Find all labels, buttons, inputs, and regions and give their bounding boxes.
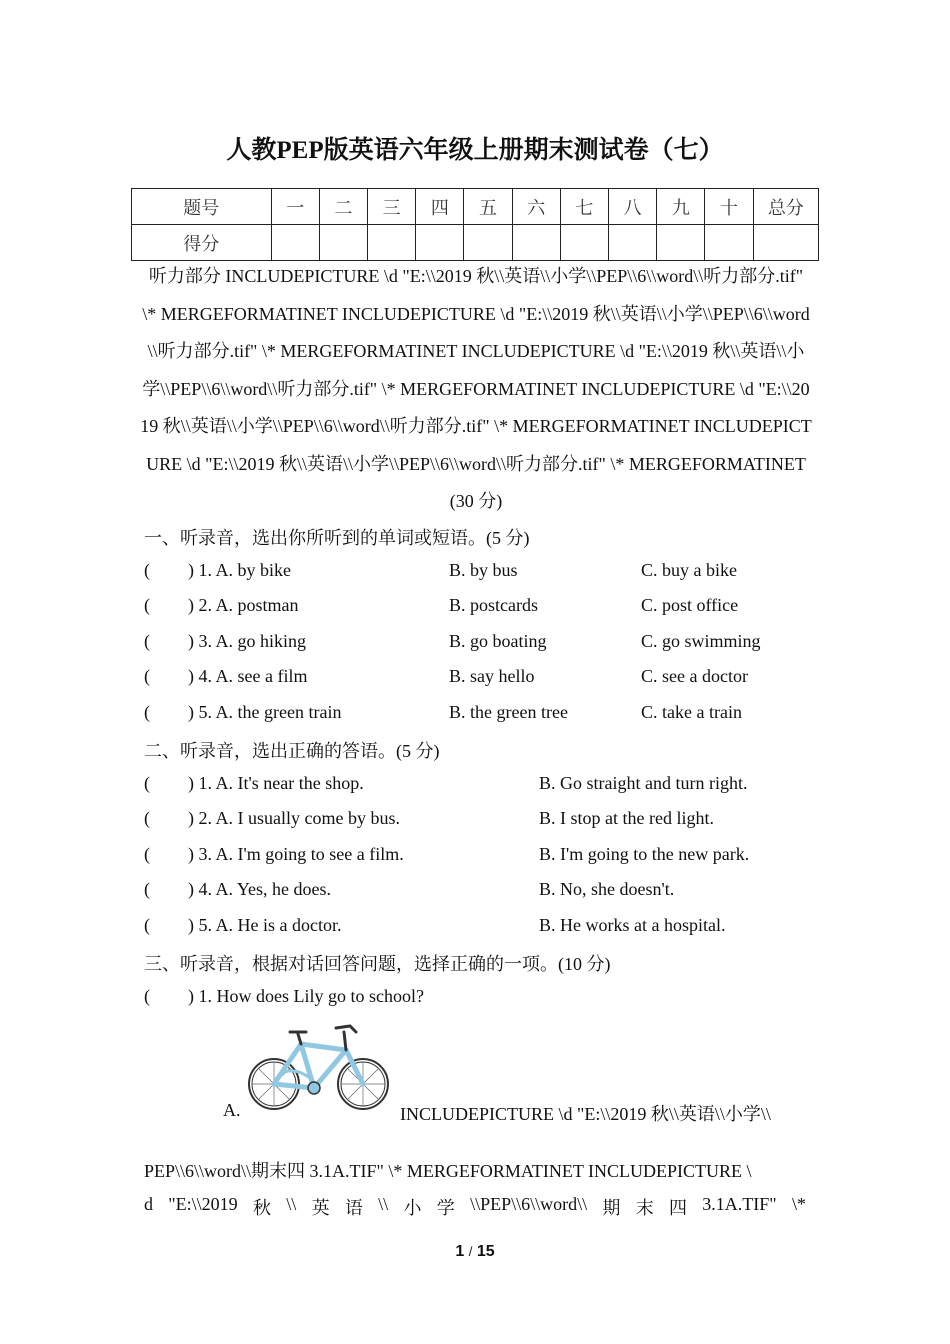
question-stem: ) 2. A. I usually come by bus. (188, 808, 400, 828)
header-cell: 二 (319, 189, 367, 225)
answer-paren[interactable]: ( (144, 915, 150, 935)
score-cell[interactable] (657, 225, 705, 261)
s2-question (144, 915, 341, 936)
question-stem: ) 3. A. go hiking (188, 631, 307, 651)
answer-paren[interactable]: ( (144, 986, 150, 1006)
header-cell: 十 (705, 189, 753, 225)
score-cell[interactable] (705, 225, 753, 261)
option-c: C. post office (641, 595, 739, 615)
s2-question (144, 879, 331, 900)
current-page: 1 (455, 1243, 465, 1260)
option-b: B. say hello (449, 666, 535, 686)
answer-paren[interactable]: ( (144, 595, 150, 615)
score-cell[interactable] (416, 225, 464, 261)
s1-question (144, 560, 291, 581)
include-token: 3.1A.TIF" (702, 1194, 777, 1214)
option-b: B. the green tree (449, 702, 568, 722)
option-b: B. No, she doesn't. (539, 879, 675, 899)
option-c: C. buy a bike (641, 560, 737, 580)
option-c: C. take a train (641, 702, 742, 722)
question-stem: ) 4. A. Yes, he does. (188, 879, 332, 899)
question-stem: ) 1. How does Lily go to school? (188, 986, 424, 1006)
include-token: 四 (668, 1198, 687, 1218)
question-stem: ) 3. A. I'm going to see a film. (188, 844, 404, 864)
answer-paren[interactable]: ( (144, 702, 150, 722)
section-1-title: 一、听录音，选出你所听到的单词或短语。(5 分) (144, 528, 530, 548)
page-number (0, 1243, 950, 1261)
include-field-line: PEP\\6\\word\\期末四 3.1A.TIF" \* MERGEFORMATINET INCLUDEPICTURE \ (144, 1161, 752, 1181)
s1-question (144, 595, 299, 616)
score-cell[interactable] (512, 225, 560, 261)
question-stem: ) 4. A. see a film (188, 666, 308, 686)
question-stem: ) 1. A. by bike (188, 560, 291, 580)
header-cell: 八 (609, 189, 657, 225)
s1-question (144, 666, 307, 687)
score-cell[interactable] (560, 225, 608, 261)
question-stem: ) 1. A. It's near the shop. (188, 773, 364, 793)
header-cell: 四 (416, 189, 464, 225)
header-cell: 九 (657, 189, 705, 225)
answer-paren[interactable]: ( (144, 844, 150, 864)
score-cell[interactable] (464, 225, 512, 261)
score-table (131, 188, 819, 261)
option-b: B. He works at a hospital. (539, 915, 726, 935)
score-cell[interactable] (319, 225, 367, 261)
header-cell: 题号 (132, 189, 272, 225)
score-table-score-row (132, 225, 819, 261)
include-token: \* (791, 1194, 806, 1214)
answer-paren[interactable]: ( (144, 879, 150, 899)
page-separator: / (468, 1244, 473, 1259)
include-token: 小 (403, 1198, 422, 1218)
header-cell: 七 (560, 189, 608, 225)
option-b: B. postcards (449, 595, 538, 615)
score-cell[interactable] (609, 225, 657, 261)
s3-question (144, 986, 424, 1007)
s2-question (144, 808, 400, 829)
answer-paren[interactable]: ( (144, 631, 150, 651)
include-token: \\PEP\\6\\word\\ (470, 1194, 588, 1214)
option-b: B. go boating (449, 631, 547, 651)
s1-question (144, 631, 306, 652)
include-token: d (144, 1194, 153, 1214)
header-cell: 六 (512, 189, 560, 225)
question-stem: ) 5. A. He is a doctor. (188, 915, 342, 935)
s2-question (144, 844, 404, 865)
answer-paren[interactable]: ( (144, 666, 150, 686)
answer-paren[interactable]: ( (144, 773, 150, 793)
include-token: 学 (436, 1198, 455, 1218)
total-pages: 15 (476, 1243, 495, 1260)
answer-paren[interactable]: ( (144, 808, 150, 828)
include-field-line: INCLUDEPICTURE \d "E:\\2019 秋\\英语\\小学\\ (400, 1104, 771, 1124)
question-stem: ) 5. A. the green train (188, 702, 342, 722)
question-stem: ) 2. A. postman (188, 595, 299, 615)
include-token: 末 (635, 1198, 654, 1218)
score-table-header-row (132, 189, 819, 225)
include-token: \\ (378, 1194, 389, 1214)
option-a-label: A. (223, 1100, 241, 1120)
option-c: C. go swimming (641, 631, 761, 651)
include-token: 秋 (252, 1198, 271, 1218)
include-token: 英 (311, 1198, 330, 1218)
option-b: B. I stop at the red light. (539, 808, 714, 828)
score-cell[interactable] (271, 225, 319, 261)
header-cell: 三 (368, 189, 416, 225)
include-field-line (144, 1194, 806, 1220)
header-cell: 五 (464, 189, 512, 225)
section-2-title: 二、听录音，选出正确的答语。(5 分) (144, 741, 440, 761)
s1-question (144, 702, 341, 723)
include-token: 语 (344, 1198, 363, 1218)
option-c: C. see a doctor (641, 666, 748, 686)
include-token: 期 (602, 1198, 621, 1218)
section-3-title: 三、听录音，根据对话回答问题，选择正确的一项。(10 分) (144, 954, 611, 974)
header-cell: 一 (271, 189, 319, 225)
header-cell: 总分 (753, 189, 818, 225)
s2-question (144, 773, 364, 794)
option-b: B. Go straight and turn right. (539, 773, 748, 793)
score-cell[interactable] (368, 225, 416, 261)
listening-heading: 听力部分 INCLUDEPICTURE \d "E:\\2019 秋\\英语\\小学\\PEP\\6\\word\\听力部分.tif" \* MERGEFORMATINET INCLUDEPICTURE \d "E:\\2019 秋\\英语\\小学\\PEP\\6\\word\\听力部分.tif" \* MERGEFORMATINET INCLUDEPICTURE \d "E:\\2019 秋\\英语\\小学\\PEP\\6\\word\\听力部分.tif" \* MERGEFORMATINET INCLUDEPICTURE \d "E:\\2019 秋\\英语\\小学\\PEP\\6\\word\\听力部分.tif" \* MERGEFORMATINET INCLUDEPICTURE \d "E:\\2019 秋\\英语\\小学\\PEP\\6\\word\\听力部分.tif" \* MERGEFORMATINET (30 分) (140, 266, 812, 511)
answer-paren[interactable]: ( (144, 560, 150, 580)
option-b: B. by bus (449, 560, 518, 580)
bicycle-icon (246, 1022, 391, 1114)
score-cell[interactable] (753, 225, 818, 261)
option-b: B. I'm going to the new park. (539, 844, 750, 864)
page-title: 人教PEP版英语六年级上册期末测试卷（七） (226, 137, 724, 164)
row-label: 得分 (132, 225, 272, 261)
include-token: \\ (286, 1194, 297, 1214)
include-token: "E:\\2019 (168, 1194, 238, 1214)
